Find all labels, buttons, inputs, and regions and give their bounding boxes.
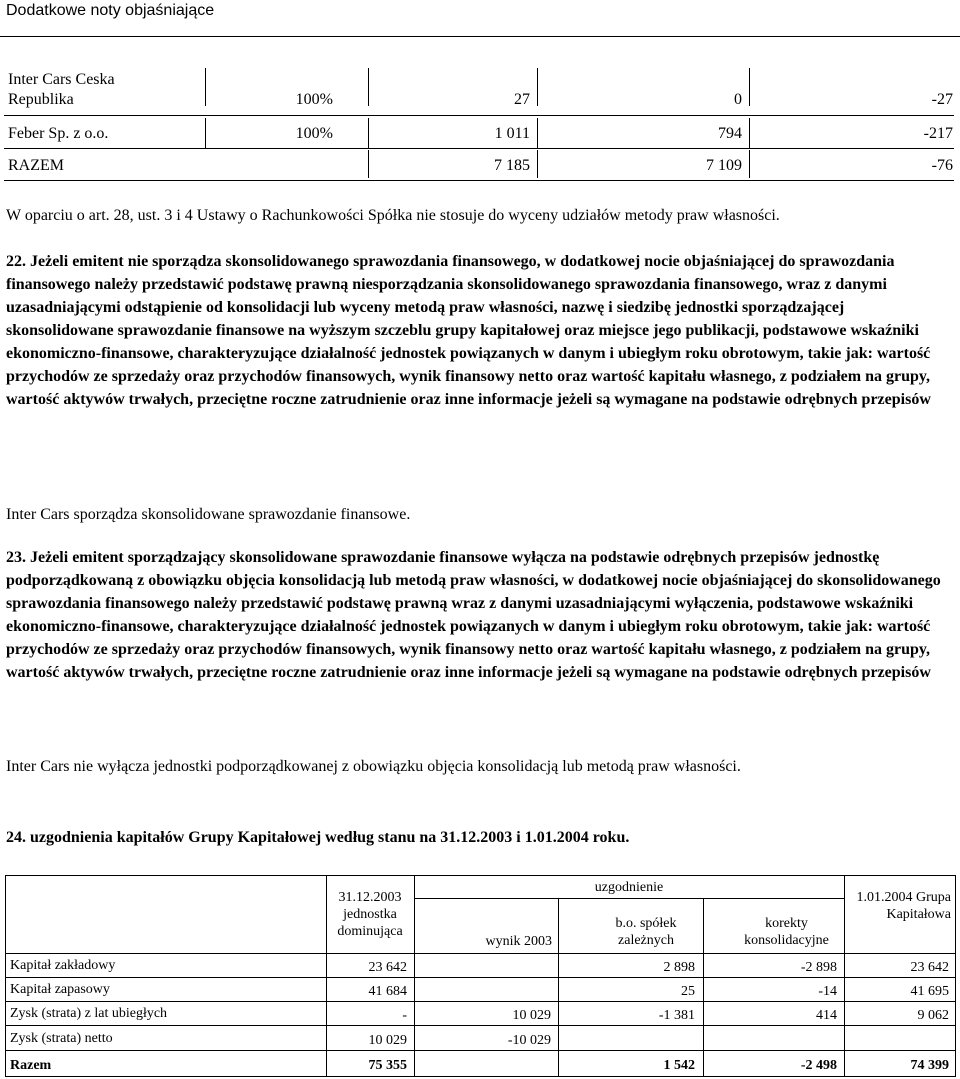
cell-v1: 10 029 <box>368 1033 407 1048</box>
subsidiaries-table <box>0 68 960 180</box>
subsidiary-name: Inter Cars Ceska <box>8 71 115 88</box>
section-22-heading: 22. Jeżeli emitent nie sporządza skonsolidowanego sprawozdania finansowego, w dodatkowej nocie objaśniającej do sprawozdania finansowego należy przedstawić podstawę prawną niesporządzania skonsolidowanego sprawozdania finansowego, wraz z danymi uzasadniającymi odstąpienie od konsolidacji lub wyceny metodą praw własności, nazwę i siedzibę jednostki sporządzającej skonsolidowane sprawozdanie finansowe na wyższym szczeblu grupy kapitałowej oraz miejsce jego publikacji, podstawowe wskaźniki ekonomiczno-finansowe, charakteryzujące działalność jednostek powiązanych w danym i ubiegłym roku obrotowym, takie jak: wartość przychodów ze sprzedaży oraz przychodów finansowych, wynik finansowy netto oraz wartość kapitału własnego, z podziałem na grupy, wartość aktywów trwałych, przeciętne roczne zatrudnienie oraz inne informacje jeżeli są wymagane na podstawie odrębnych przepisów <box>6 253 931 408</box>
section-24-heading: 24. uzgodnienia kapitałów Grupy Kapitałowej według stanu na 31.12.2003 i 1.01.2004 roku. <box>6 829 630 846</box>
cell-v3: 25 <box>681 984 695 999</box>
cell-v4: -14 <box>818 984 837 999</box>
cell-v4: -2 498 <box>800 1058 837 1073</box>
cell-v5: 9 062 <box>917 1008 949 1023</box>
value-cell: -27 <box>931 91 953 108</box>
value-cell: -217 <box>923 125 953 142</box>
cell-v1: 23 642 <box>368 960 407 975</box>
cell-v1: 41 684 <box>368 984 407 999</box>
cell-v4: 414 <box>816 1008 837 1023</box>
table-divider <box>749 150 750 178</box>
row-label: Kapitał zapasowy <box>10 982 110 997</box>
row-label: Zysk (strata) netto <box>10 1031 113 1046</box>
cell-v3: 2 898 <box>663 960 695 975</box>
value-cell: 0 <box>734 91 742 108</box>
table-divider <box>368 118 369 148</box>
row-label: Zysk (strata) z lat ubiegłych <box>10 1006 168 1021</box>
section-23-answer: Inter Cars nie wyłącza jednostki podporządkowanej z obowiązku objęcia konsolidacją lub metodą praw własności. <box>6 758 741 775</box>
section-22-answer: Inter Cars sporządza skonsolidowane sprawozdanie finansowe. <box>6 506 411 523</box>
total-row-label: Razem <box>10 1058 52 1073</box>
col-header-adjustments: korekty konsolidacyjne <box>744 916 829 948</box>
header-divider <box>0 36 960 37</box>
page-title: Dodatkowe noty objaśniające <box>6 2 215 19</box>
table-rule <box>5 977 955 978</box>
table-divider <box>749 68 750 106</box>
table-divider <box>537 150 538 178</box>
cell-v2: -10 029 <box>507 1033 551 1048</box>
table-divider <box>205 68 206 106</box>
table-divider <box>955 875 956 1077</box>
table-rule <box>5 953 955 954</box>
value-cell: 1 011 <box>494 125 530 142</box>
cell-v5: 41 695 <box>910 984 949 999</box>
col-header-parent: 31.12.2003 jednostka dominująca <box>337 890 403 939</box>
row-label: Kapitał zakładowy <box>10 958 116 973</box>
reconciliation-table <box>0 875 960 1079</box>
note-basis: W oparciu o art. 28, ust. 3 i 4 Ustawy o Rachunkowości Spółka nie stosuje do wyceny udziałów metody praw własności. <box>6 207 780 224</box>
cell-v1: 75 355 <box>368 1058 407 1073</box>
cell-v5: 74 399 <box>910 1058 949 1073</box>
cell-v3: 1 542 <box>663 1058 695 1073</box>
value-cell: 7 109 <box>706 157 742 174</box>
value-cell: 7 185 <box>494 157 530 174</box>
section-23-heading: 23. Jeżeli emitent sporządzający skonsolidowane sprawozdanie finansowe wyłącza na podstawie odrębnych przepisów jednostkę podporządkowaną z obowiązku objęcia konsolidacją lub metodą praw własności, w dodatkowej nocie objaśniającej do skonsolidowanego sprawozdania finansowego należy przedstawić podstawę prawną wraz z danymi uzasadniającymi wyłączenia, podstawowe wskaźniki ekonomiczno-finansowe, charakteryzujące działalność jednostek powiązanych w danym i ubiegłym roku obrotowym, takie jak: wartość przychodów ze sprzedaży oraz przychodów finansowych, wynik finansowy netto oraz wartość kapitału własnego, z podziałem na grupy, wartość aktywów trwałych, przeciętne roczne zatrudnienie oraz inne informacje jeżeli są wymagane na podstawie odrębnych przepisów <box>6 549 941 681</box>
col-header-group-total: 1.01.2004 Grupa Kapitałowa <box>856 890 951 922</box>
col-header-opening: b.o. spółek zależnych <box>615 916 677 948</box>
subsidiary-name: Feber Sp. z o.o. <box>8 125 109 142</box>
table-divider <box>537 118 538 148</box>
table-rule <box>5 1076 955 1077</box>
table-rule <box>4 115 954 116</box>
value-cell: -76 <box>931 157 953 174</box>
table-divider <box>749 118 750 148</box>
table-divider <box>205 118 206 148</box>
col-header-result: wynik 2003 <box>485 934 552 949</box>
share-cell: 100% <box>295 125 333 142</box>
col-header-group: uzgodnienie <box>594 880 664 895</box>
table-rule <box>5 1050 955 1051</box>
cell-v1: - <box>402 1008 407 1023</box>
cell-v3: -1 381 <box>658 1008 695 1023</box>
value-cell: 27 <box>514 91 530 108</box>
table-rule <box>5 1001 955 1002</box>
table-divider <box>537 68 538 106</box>
cell-v5: 23 642 <box>910 960 949 975</box>
table-rule <box>5 875 955 876</box>
cell-v4: -2 898 <box>800 960 837 975</box>
cell-v2: 10 029 <box>512 1008 551 1023</box>
table-divider <box>368 150 369 178</box>
table-rule <box>4 148 954 149</box>
table-rule <box>4 180 954 181</box>
table-divider <box>368 68 369 106</box>
table-divider <box>5 875 6 1077</box>
table-rule <box>414 898 844 899</box>
share-cell: 100% <box>295 91 333 108</box>
value-cell: 794 <box>718 125 742 142</box>
total-label: RAZEM <box>8 157 64 174</box>
subsidiary-name: Republika <box>8 91 74 108</box>
table-rule <box>5 1025 955 1026</box>
